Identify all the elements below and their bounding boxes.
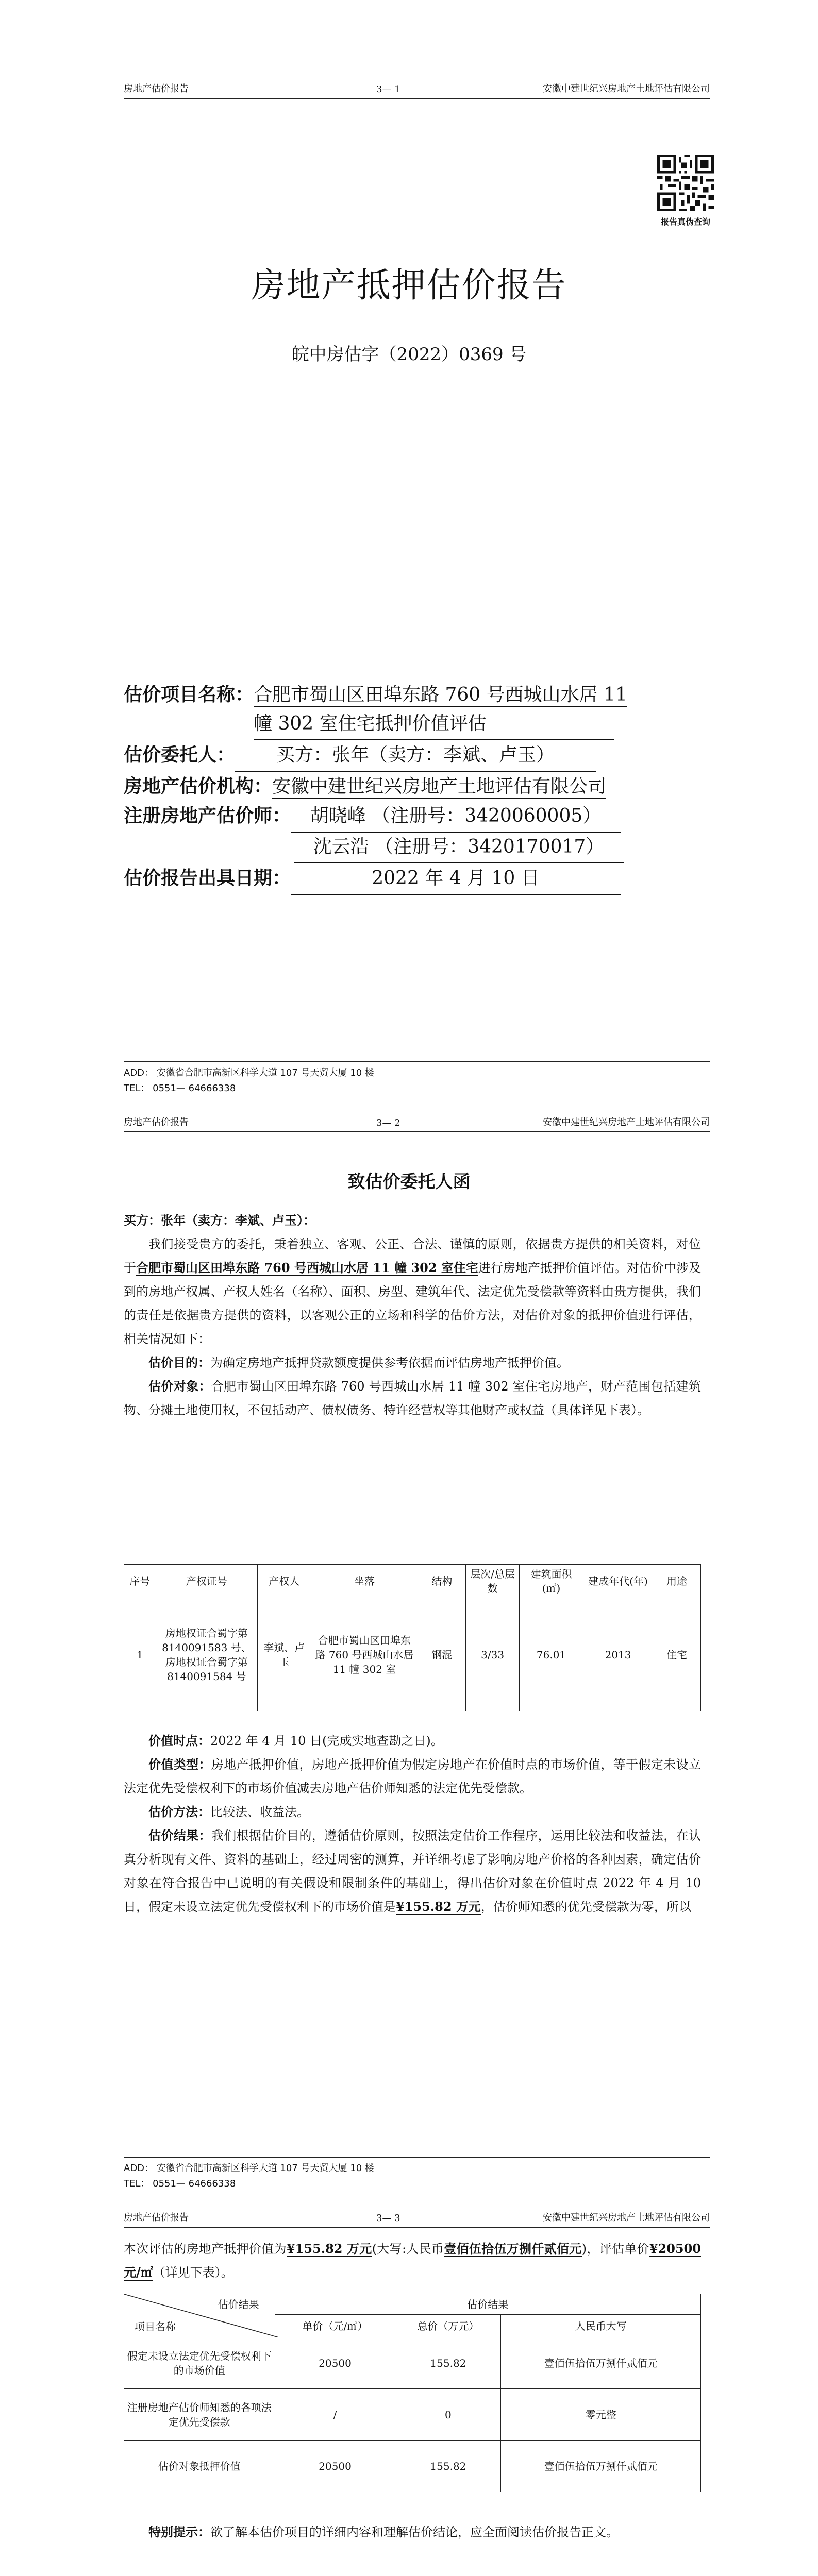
table-row (124, 2389, 701, 2441)
qr-code-icon[interactable] (657, 155, 714, 211)
header-left: 房地产估价报告 (124, 83, 189, 94)
issue-date-value: 2022 年 4 月 10 日 (291, 864, 621, 895)
letter-title: 致估价委托人函 (347, 1172, 471, 1192)
appraiser-2: 沈云浩 （注册号：3420170017） (294, 833, 624, 863)
th-year: 建成年代(年) (583, 1565, 653, 1598)
cell-total: 155.82 (395, 2337, 501, 2389)
th-use: 用途 (653, 1565, 700, 1598)
th-seq: 序号 (124, 1565, 156, 1598)
result-text-a: 我们根据估价目的，遵循估价原则，按照法定估价工作程序，运用比较法和收益法，在认真分析现有文件、资料的基础上，经过周密的测算，并详细考虑了影响房地产价格的各种因素，确定估价对象在符合报告中已说明的有关假设和限制条件的基础上，得出估价对象在价值时点 2022 年 4 月 10 日，假定未设立法定优先受偿权利下的市场价值是 (124, 1828, 702, 1914)
result-table (124, 2294, 701, 2492)
summary-text (124, 2237, 701, 2284)
cell-item: 假定未设立法定优先受偿权利下的市场价值 (124, 2337, 275, 2389)
report-number: 皖中房估字（2022）0369 号 (291, 344, 527, 365)
cell-chinese: 零元整 (501, 2389, 701, 2441)
cell-area: 76.01 (519, 1598, 583, 1711)
th-corner-top: 估价结果 (218, 2298, 259, 2311)
cell-unit: / (275, 2389, 395, 2441)
footer-address: ADD： 安徽省合肥市高新区科学大道 107 号天贸大厦 10 楼 (124, 2163, 374, 2174)
letter-body (124, 1209, 701, 1422)
summary-unit-price: ¥20500 元/㎡ (124, 2241, 702, 2280)
cell-structure: 钢混 (418, 1598, 466, 1711)
cell-seq: 1 (124, 1598, 156, 1711)
result-paragraph (124, 1824, 701, 1919)
th-structure: 结构 (418, 1565, 466, 1598)
tip-text: 欲了解本估价项目的详细内容和理解估价结论，应全面阅读估价报告正文。 (210, 2525, 619, 2539)
value-type-paragraph (124, 1753, 701, 1800)
cell-owner: 李斌、卢玉 (258, 1598, 311, 1711)
page-footer (124, 1061, 710, 1096)
value-date-label: 价值时点： (148, 1733, 210, 1748)
purpose-paragraph (124, 1351, 701, 1375)
intro-text-a: 我们接受贵方的委托，秉着独立、客观、公正、合法、谨慎的原则，依据贵方提供的相关资料，对位于 (124, 1237, 701, 1275)
issue-date-row (124, 863, 701, 895)
appraiser-label: 注册房地产估价师： (124, 805, 291, 826)
table-header-row (124, 1565, 701, 1598)
th-unit: 单价（元/㎡） (275, 2315, 395, 2337)
intro-address: 合肥市蜀山区田埠东路 760 号西城山水居 11 幢 302 室住宅 (136, 1260, 478, 1275)
appraiser-row-2 (124, 833, 701, 863)
header-right: 安徽中建世纪兴房地产土地评估有限公司 (543, 2212, 710, 2223)
agency-row (124, 772, 701, 801)
letter-body-2 (124, 1729, 701, 1919)
project-name-row-2 (124, 709, 701, 740)
cell-chinese: 壹佰伍拾伍万捌仟贰佰元 (501, 2441, 701, 2492)
cell-item: 估价对象抵押价值 (124, 2441, 275, 2492)
purpose-label: 估价目的： (148, 1355, 210, 1370)
cell-location: 合肥市蜀山区田埠东路 760 号西城山水居 11 幢 302 室 (311, 1598, 418, 1711)
th-location: 坐落 (311, 1565, 418, 1598)
page-header (124, 2211, 710, 2228)
project-label: 估价项目名称： (124, 684, 254, 705)
tip-paragraph (124, 2520, 701, 2544)
header-left: 房地产估价报告 (124, 2212, 189, 2223)
cell-chinese: 壹佰伍拾伍万捌仟贰佰元 (501, 2337, 701, 2389)
th-owner: 产权人 (258, 1565, 311, 1598)
header-right: 安徽中建世纪兴房地产土地评估有限公司 (543, 1117, 710, 1128)
summary-chinese-amount: 壹佰伍拾伍万捌仟贰佰元 (444, 2241, 582, 2256)
result-header-row (124, 2294, 701, 2315)
report-title: 房地产抵押估价报告 (251, 265, 567, 305)
client-value: 买方：张年（卖方：李斌、卢玉） (235, 741, 596, 772)
object-label: 估价对象： (148, 1379, 211, 1394)
cell-unit: 20500 (275, 2337, 395, 2389)
client-label: 估价委托人： (124, 744, 236, 766)
purpose-text: 为确定房地产抵押贷款额度提供参考依据而评估房地产抵押价值。 (210, 1355, 569, 1370)
th-diagonal (124, 2294, 275, 2337)
cell-unit: 20500 (275, 2441, 395, 2492)
page-summary (0, 2201, 818, 2576)
cover-info (124, 680, 701, 895)
intro-text-c: 进行房地产抵押价值评估。对估价中涉及到的房地产权属、产权人姓名（名称）、面积、房型、建筑年代、法定优先受偿款等资料由贵方提供，我们的责任是依据贵方提供的资料，以客观公正的立场和科学的估价方法，对估价对象的抵押价值进行评估，相关情况如下： (124, 1261, 702, 1346)
object-paragraph (124, 1375, 701, 1422)
cell-total: 0 (395, 2389, 501, 2441)
page-number: 3— 1 (376, 84, 400, 95)
agency-value: 安徽中建世纪兴房地产土地评估有限公司 (272, 776, 606, 799)
footer-tel: TEL： 0551— 64666338 (124, 2178, 236, 2189)
summary-paragraph (124, 2237, 701, 2284)
value-date-text: 2022 年 4 月 10 日(完成实地查勘之日)。 (210, 1734, 443, 1748)
cell-item: 注册房地产估价师知悉的各项法定优先受偿款 (124, 2389, 275, 2441)
page-header (124, 82, 710, 99)
value-type-text: 房地产抵押价值，房地产抵押价值为假定房地产在价值时点的市场价值，等于假定未设立法定优先受偿权利下的市场价值减去房地产估价师知悉的法定优先受偿款。 (124, 1757, 702, 1795)
cell-year: 2013 (583, 1598, 653, 1711)
result-value: ¥155.82 万元 (396, 1899, 481, 1914)
footer-address: ADD： 安徽省合肥市高新区科学大道 107 号天贸大厦 10 楼 (124, 1067, 374, 1078)
project-name-row (124, 680, 701, 709)
th-total: 总价（万元） (395, 2315, 501, 2337)
cell-total: 155.82 (395, 2441, 501, 2492)
page-cover (0, 0, 818, 1100)
page-footer (124, 2157, 710, 2192)
agency-label: 房地产估价机构： (124, 775, 273, 797)
special-tip (124, 2520, 701, 2544)
header-left: 房地产估价报告 (124, 1117, 189, 1128)
table-row (124, 2337, 701, 2389)
result-label: 估价结果： (148, 1828, 211, 1843)
page-header (124, 1116, 710, 1132)
footer-tel: TEL： 0551— 64666338 (124, 1083, 236, 1094)
summary-e: )，评估单价 (581, 2242, 649, 2256)
method-paragraph (124, 1800, 701, 1824)
intro-paragraph (124, 1232, 701, 1351)
cell-floor: 3/33 (466, 1598, 519, 1711)
method-label: 估价方法： (148, 1804, 210, 1819)
table-row (124, 2441, 701, 2492)
summary-g: （详见下表）。 (153, 2265, 233, 2280)
th-corner-bottom: 项目名称 (135, 2320, 176, 2333)
property-table (124, 1564, 701, 1711)
qr-caption: 报告真伪查询 (660, 217, 710, 227)
summary-c: (大写:人民币 (372, 2242, 444, 2256)
value-date-paragraph (124, 1729, 701, 1753)
th-area: 建筑面积(㎡) (519, 1565, 583, 1598)
tip-label: 特别提示： (148, 2524, 210, 2539)
project-value-line2: 幢 302 室住宅抵押价值评估 (254, 709, 614, 740)
th-floor: 层次/总层数 (466, 1565, 519, 1598)
issue-date-label: 估价报告出具日期： (124, 867, 291, 889)
th-cert: 产权证号 (156, 1565, 257, 1598)
addressee: 买方：张年（卖方：李斌、卢玉）： (124, 1213, 315, 1228)
th-chinese: 人民币大写 (501, 2315, 701, 2337)
page-letter (0, 1100, 818, 2201)
page-number: 3— 2 (376, 1117, 400, 1128)
appraiser-1: 胡晓峰 （注册号：3420060005） (291, 802, 621, 833)
summary-total: ¥155.82 万元 (286, 2241, 372, 2256)
summary-a: 本次评估的房地产抵押价值为 (124, 2242, 287, 2256)
table-row (124, 1598, 701, 1711)
header-right: 安徽中建世纪兴房地产土地评估有限公司 (543, 83, 710, 94)
appraiser-row (124, 801, 701, 833)
value-type-label: 价值类型： (148, 1757, 211, 1772)
cell-use: 住宅 (653, 1598, 700, 1711)
method-text: 比较法、收益法。 (210, 1805, 309, 1819)
project-value-line1: 合肥市蜀山区田埠东路 760 号西城山水居 11 (254, 684, 627, 707)
result-text-c: ，估价师知悉的优先受偿款为零，所以 (480, 1900, 691, 1914)
client-row (124, 740, 701, 772)
cell-cert: 房地权证合蜀字第 8140091583 号、房地权证合蜀字第 8140091584 号 (156, 1598, 257, 1711)
page-number: 3— 3 (376, 2213, 400, 2224)
th-group: 估价结果 (275, 2294, 700, 2315)
object-text: 合肥市蜀山区田埠东路 760 号西城山水居 11 幢 302 室住宅房地产，财产范围包括建筑物、分摊土地使用权，不包括动产、债权债务、特许经营权等其他财产或权益（具体详见下表）。 (124, 1379, 701, 1417)
